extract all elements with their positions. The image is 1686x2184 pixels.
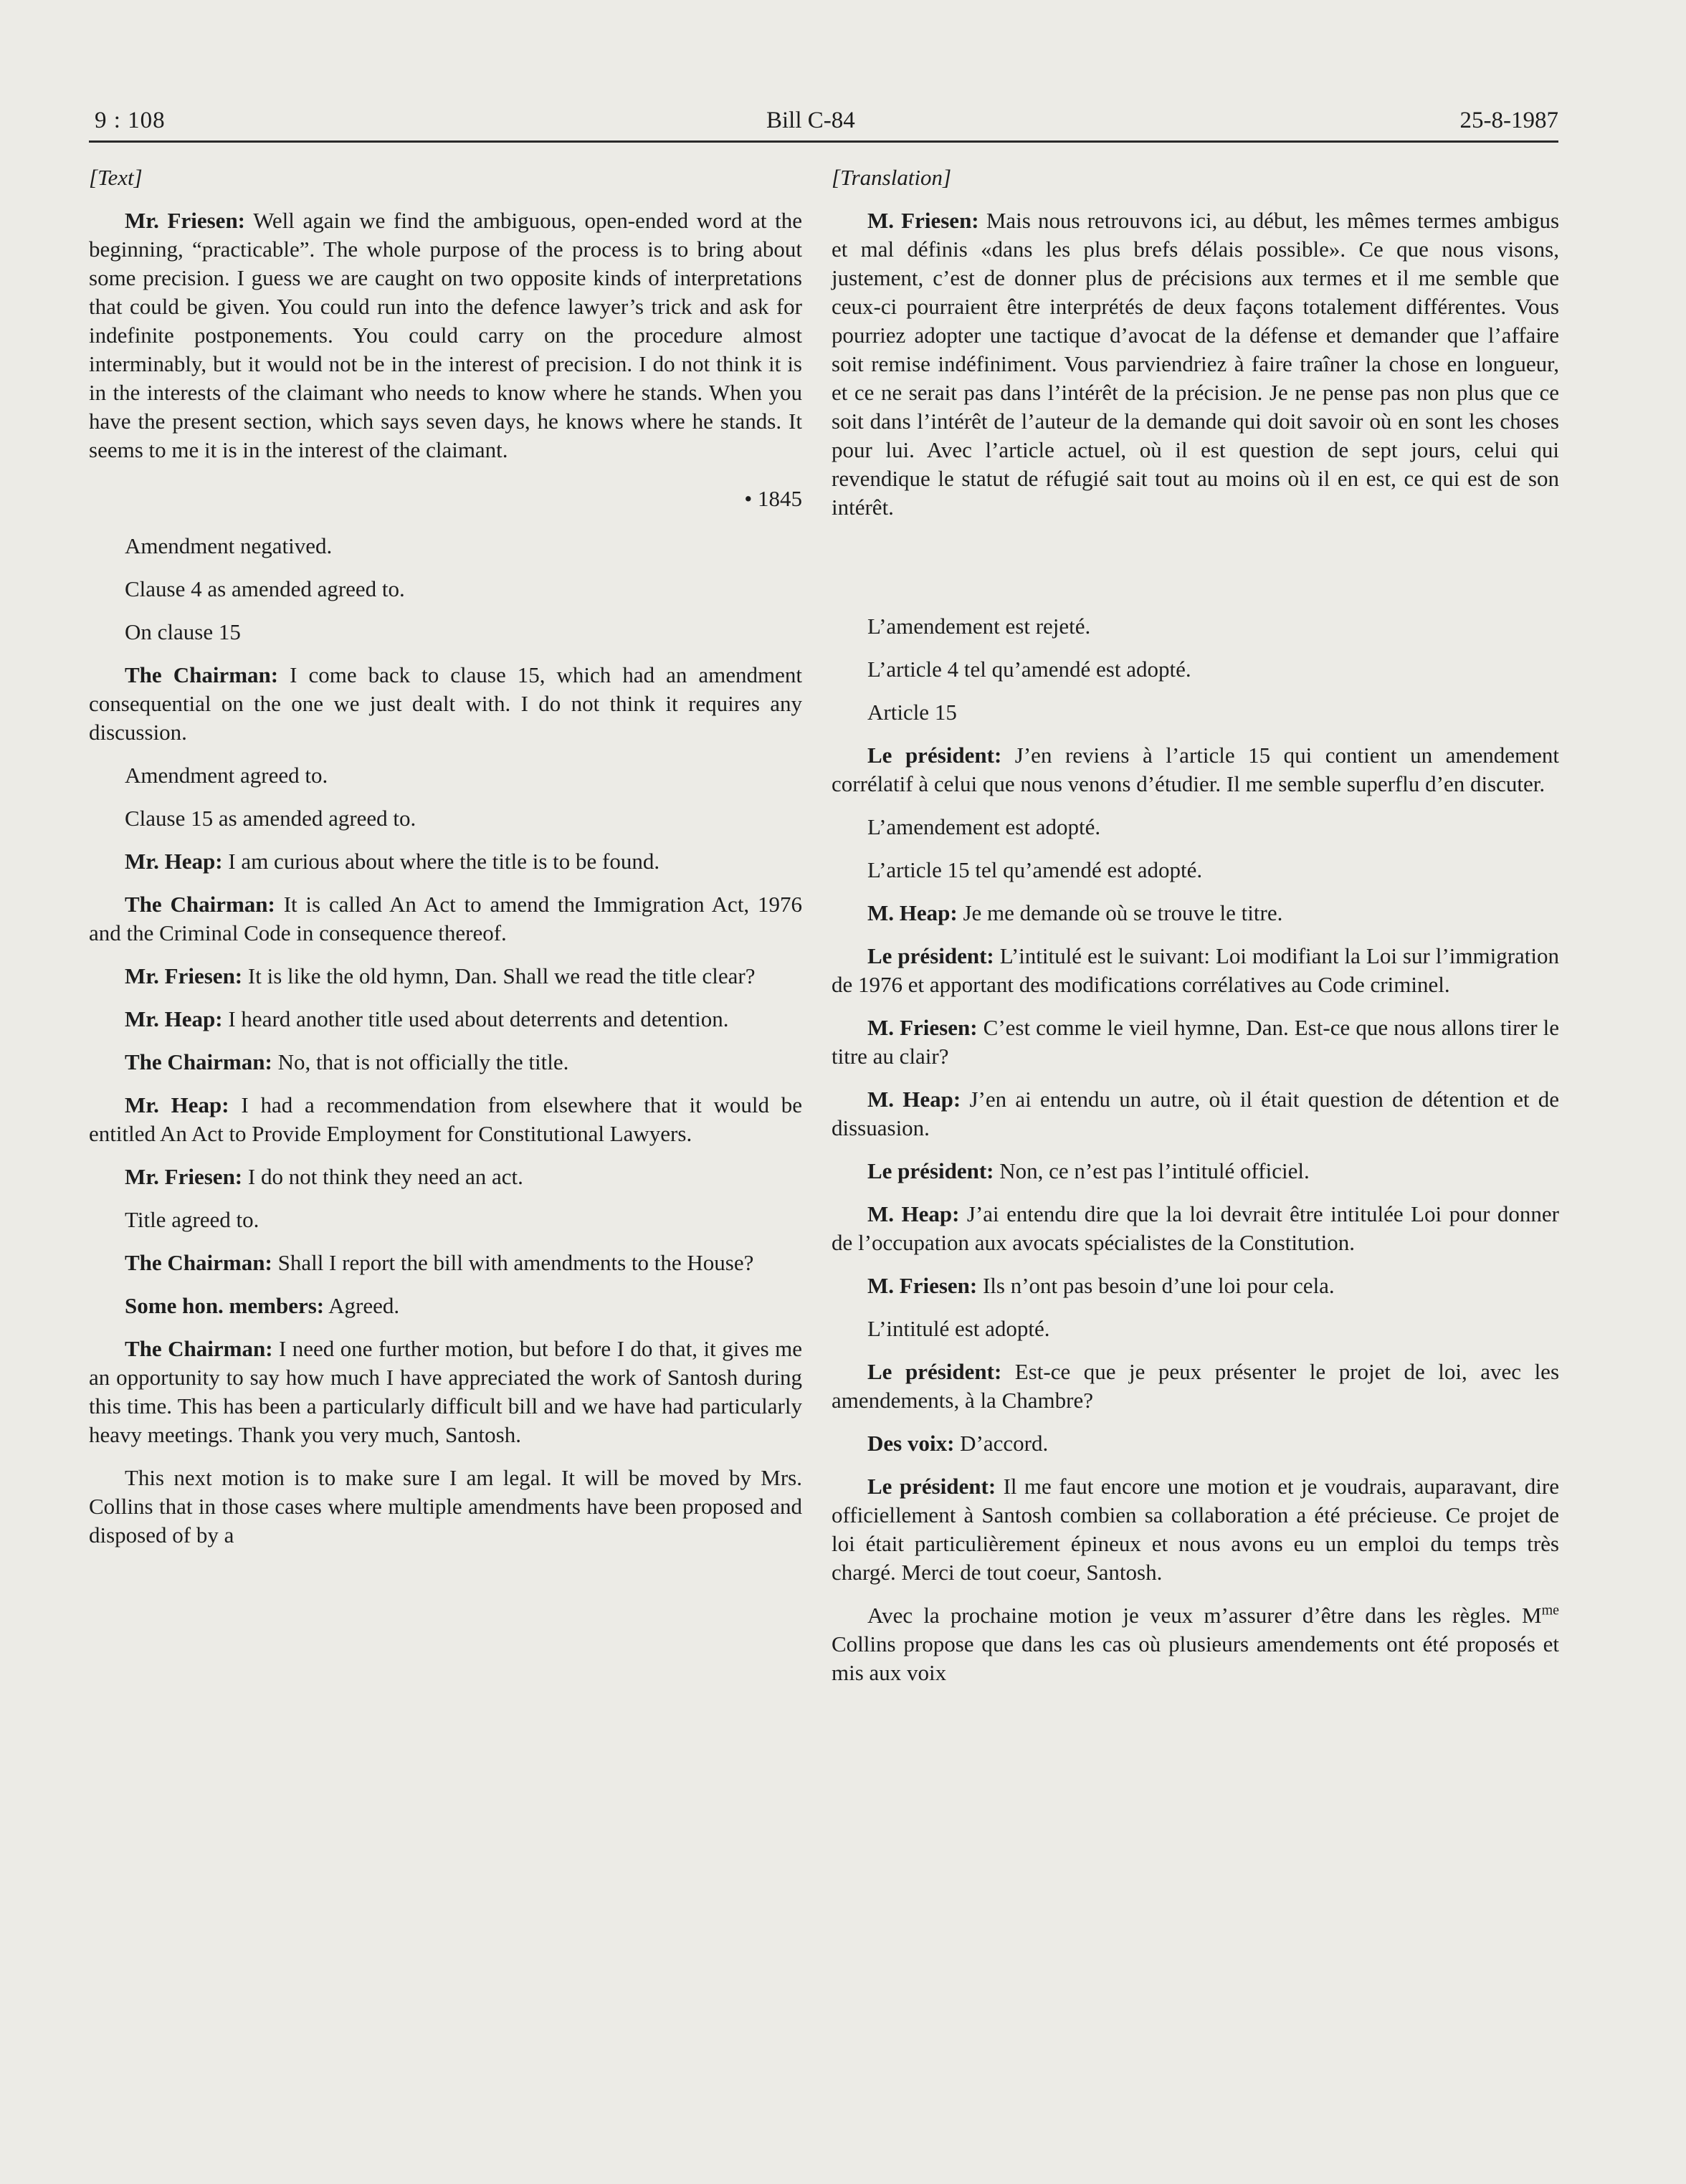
speaker: Mr. Heap: bbox=[125, 1006, 223, 1031]
speech: It is like the old hymn, Dan. Shall we read the title clear? bbox=[247, 963, 756, 988]
paragraph bbox=[89, 847, 802, 876]
paragraph bbox=[89, 890, 802, 948]
paragraph bbox=[832, 942, 1559, 999]
paragraph: This next motion is to make sure I am legal. It will be moved by Mrs. Collins that in those cases where multiple amendments have been proposed and disposed of by a bbox=[89, 1465, 802, 1548]
paragraph: L’amendement est rejeté. bbox=[867, 614, 1091, 639]
translation-label: [Translation] bbox=[832, 165, 952, 190]
paragraph: Clause 4 as amended agreed to. bbox=[125, 576, 405, 601]
speech: L’intitulé est le suivant: Loi modifiant la Loi sur l’immigration de 1976 et apportant des modifications corrélatives au Code criminel. bbox=[832, 943, 1560, 997]
paragraph bbox=[89, 1249, 802, 1277]
speaker: M. Heap: bbox=[867, 900, 958, 925]
speech: Shall I report the bill with amendments to the House? bbox=[277, 1250, 754, 1275]
speech: Avec la prochaine motion je veux m’assurer d’être dans les règles. M bbox=[867, 1603, 1542, 1628]
paragraph bbox=[89, 661, 802, 747]
speaker: The Chairman: bbox=[125, 1049, 272, 1074]
paragraph bbox=[89, 1091, 802, 1148]
speech: Mais nous retrouvons ici, au début, les mêmes termes ambigus et mal définis «dans les plus brefs délais possible». Ce que nous visons, justement, c’est de donner plus de précisions aux termes et il me semble que ceux-ci pourraient être interprétés de deux façons totalement différentes. Vous pourriez adopter une tactique d’avocat de la défense et demander que l’affaire soit remise indéfiniment. Vous parviendriez à faire traîner la chose en longueur, et ce ne serait pas dans l’intérêt de la précision. Je ne pense pas non plus que ce soit dans l’intérêt de l’auteur de la demande qui doit savoir où en sont les choses pour lui. Avec l’article actuel, où il est question de sept jours, celui qui revendique le statut de réfugié sait tout au moins où il en est, ce qui est de son intérêt. bbox=[832, 208, 1560, 520]
paragraph: Article 15 bbox=[867, 700, 957, 725]
speech: J’ai entendu dire que la loi devrait être intitulée Loi pour donner de l’occupation aux avocats spécialistes de la Constitution. bbox=[832, 1201, 1559, 1255]
speech: Collins propose que dans les cas où plusieurs amendements ont été proposés et mis aux voix bbox=[832, 1631, 1559, 1685]
bill-title: Bill C-84 bbox=[766, 108, 855, 133]
speaker: Des voix: bbox=[867, 1431, 955, 1456]
time-marker: • 1845 bbox=[744, 486, 802, 511]
speaker: Mr. Heap: bbox=[125, 849, 223, 874]
paragraph: On clause 15 bbox=[125, 619, 241, 644]
paragraph bbox=[89, 1335, 802, 1449]
speaker: M. Friesen: bbox=[867, 208, 979, 233]
speaker: Le président: bbox=[867, 943, 994, 968]
speaker: Le président: bbox=[867, 1474, 996, 1499]
speech: Agreed. bbox=[328, 1293, 400, 1318]
paragraph bbox=[832, 1601, 1559, 1687]
paragraph bbox=[832, 1472, 1559, 1587]
paragraph: L’article 4 tel qu’amendé est adopté. bbox=[867, 657, 1191, 682]
paragraph bbox=[89, 1048, 802, 1077]
paragraph bbox=[832, 1358, 1559, 1415]
speech: I need one further motion, but before I do that, it gives me an opportunity to say how much I have appreciated the work of Santosh during this time. This has been a particularly difficult bill and we have had particularly heavy meetings. Thank you very much, Santosh. bbox=[89, 1336, 802, 1447]
speaker: Le président: bbox=[867, 1359, 1002, 1384]
page-header bbox=[89, 108, 1558, 151]
speech: J’en reviens à l’article 15 qui contient un amendement corrélatif à celui que nous venons d’étudier. Il me semble superflu d’en discuter. bbox=[832, 743, 1560, 796]
text-label: [Text] bbox=[89, 165, 143, 190]
page-number: 9 : 108 bbox=[95, 108, 166, 133]
speaker: M. Heap: bbox=[867, 1201, 960, 1226]
speaker: Mr. Heap: bbox=[125, 1092, 229, 1117]
speech: I had a recommendation from elsewhere that it would be entitled An Act to Provide Employment for Constitutional Lawyers. bbox=[89, 1092, 803, 1146]
speaker: Some hon. members: bbox=[125, 1293, 325, 1318]
speech: Ils n’ont pas besoin d’une loi pour cela. bbox=[982, 1273, 1335, 1298]
speech: Well again we find the ambiguous, open-ended word at the beginning, “practicable”. The whole purpose of the process is to bring about some precision. I guess we are caught on two opposite kinds of interpretations that could be given. You could run into the defence lawyer’s trick and ask for indefinite postponements. You could carry on the procedure almost interminably, but it would not be in the interest of precision. I do not think it is in the interests of the claimant who needs to know where he stands. When you have the present section, which says seven days, he knows where he stands. It seems to me it is in the interest of the claimant. bbox=[89, 208, 802, 462]
speaker: Le président: bbox=[867, 1158, 994, 1183]
column-spacer bbox=[832, 536, 1559, 612]
paragraph bbox=[89, 206, 802, 464]
paragraph: Clause 15 as amended agreed to. bbox=[125, 806, 416, 831]
speech: I heard another title used about deterrents and detention. bbox=[228, 1006, 729, 1031]
speaker: Mr. Friesen: bbox=[125, 1164, 243, 1189]
speech: No, that is not officially the title. bbox=[277, 1049, 569, 1074]
speech: C’est comme le vieil hymne, Dan. Est-ce que nous allons tirer le titre au clair? bbox=[832, 1015, 1560, 1069]
speaker: The Chairman: bbox=[125, 1250, 272, 1275]
paragraph bbox=[832, 1429, 1559, 1458]
speech: I do not think they need an act. bbox=[247, 1164, 523, 1189]
paragraph bbox=[832, 1272, 1559, 1300]
speech: J’en ai entendu un autre, où il était question de détention et de dissuasion. bbox=[832, 1087, 1560, 1140]
english-column bbox=[89, 163, 802, 1564]
speech: Est-ce que je peux présenter le projet de loi, avec les amendements, à la Chambre? bbox=[832, 1359, 1560, 1413]
speech: Il me faut encore une motion et je voudrais, auparavant, dire officiellement à Santosh combien sa collaboration a été précieuse. Ce projet de loi était particulièrement épineux et nous avons eu un emploi du temps très chargé. Merci de tout coeur, Santosh. bbox=[832, 1474, 1560, 1585]
speaker: M. Friesen: bbox=[867, 1273, 978, 1298]
paragraph: L’amendement est adopté. bbox=[867, 814, 1101, 839]
paragraph bbox=[832, 206, 1559, 522]
speech: It is called An Act to amend the Immigration Act, 1976 and the Criminal Code in consequence thereof. bbox=[89, 892, 802, 945]
speech: I come back to clause 15, which had an amendment consequential on the one we just dealt with. I do not think it requires any discussion. bbox=[89, 662, 803, 745]
paragraph: L’article 15 tel qu’amendé est adopté. bbox=[867, 857, 1203, 882]
speech: Non, ce n’est pas l’intitulé officiel. bbox=[999, 1158, 1310, 1183]
french-column bbox=[832, 163, 1559, 1702]
speech: I am curious about where the title is to be found. bbox=[228, 849, 660, 874]
paragraph bbox=[832, 899, 1559, 928]
paragraph bbox=[89, 1292, 802, 1320]
header-date: 25-8-1987 bbox=[1459, 108, 1558, 133]
paragraph bbox=[832, 1157, 1559, 1186]
speaker: M. Friesen: bbox=[867, 1015, 978, 1040]
superscript: me bbox=[1541, 1602, 1559, 1618]
paragraph bbox=[89, 962, 802, 991]
header-rule bbox=[89, 140, 1558, 143]
speaker: The Chairman: bbox=[125, 662, 279, 687]
speech: D’accord. bbox=[960, 1431, 1049, 1456]
speech: Je me demande où se trouve le titre. bbox=[963, 900, 1283, 925]
paragraph: L’intitulé est adopté. bbox=[867, 1316, 1050, 1341]
speaker: Le président: bbox=[867, 743, 1002, 768]
paragraph: Title agreed to. bbox=[125, 1207, 259, 1232]
paragraph bbox=[89, 1005, 802, 1034]
paragraph bbox=[832, 1085, 1559, 1143]
speaker: Mr. Friesen: bbox=[125, 208, 246, 233]
speaker: M. Heap: bbox=[867, 1087, 961, 1112]
speaker: The Chairman: bbox=[125, 892, 275, 917]
paragraph bbox=[832, 1014, 1559, 1071]
paragraph: Amendment agreed to. bbox=[125, 763, 328, 788]
speaker: The Chairman: bbox=[125, 1336, 273, 1361]
paragraph bbox=[832, 1200, 1559, 1257]
paragraph: Amendment negatived. bbox=[125, 533, 333, 558]
paragraph bbox=[832, 741, 1559, 798]
paragraph bbox=[89, 1163, 802, 1191]
speaker: Mr. Friesen: bbox=[125, 963, 243, 988]
